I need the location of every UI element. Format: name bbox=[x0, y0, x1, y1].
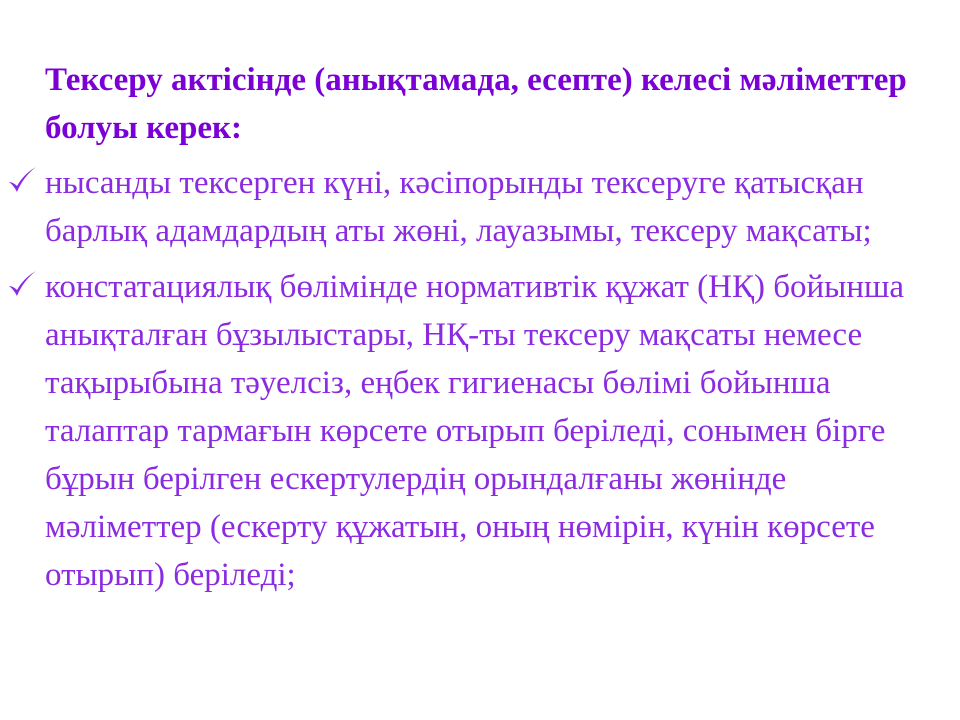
bullet-text: констатациялық бөлімінде нормативтік құжат (НҚ) бойынша анықталған бұзылыстары, НҚ-ты тексеру мақсаты немесе тақырыбына тәуелсіз, еңбек гигиенасы бөлімі бойынша талаптар тармағын көрсете отырып беріледі, сонымен бірге бұрын берілген ескертулердің орындалғаны жөнінде мәліметтер (ескерту құжатын, оның нөмірін, күнін көрсете отырып) беріледі; bbox=[45, 269, 905, 593]
bullet-text: нысанды тексерген күні, кәсіпорынды тексеруге қатысқан барлық адамдардың аты жөні, лауазымы, тексеру мақсаты; bbox=[45, 165, 872, 249]
checkmark-icon bbox=[6, 269, 38, 301]
checkmark-icon bbox=[6, 165, 38, 197]
slide-heading: Тексеру актісінде (анықтамада, есепте) келесі мәліметтер болуы керек: bbox=[45, 62, 907, 146]
bullet-list bbox=[0, 159, 960, 599]
list-item bbox=[0, 263, 925, 599]
list-item bbox=[0, 159, 925, 255]
